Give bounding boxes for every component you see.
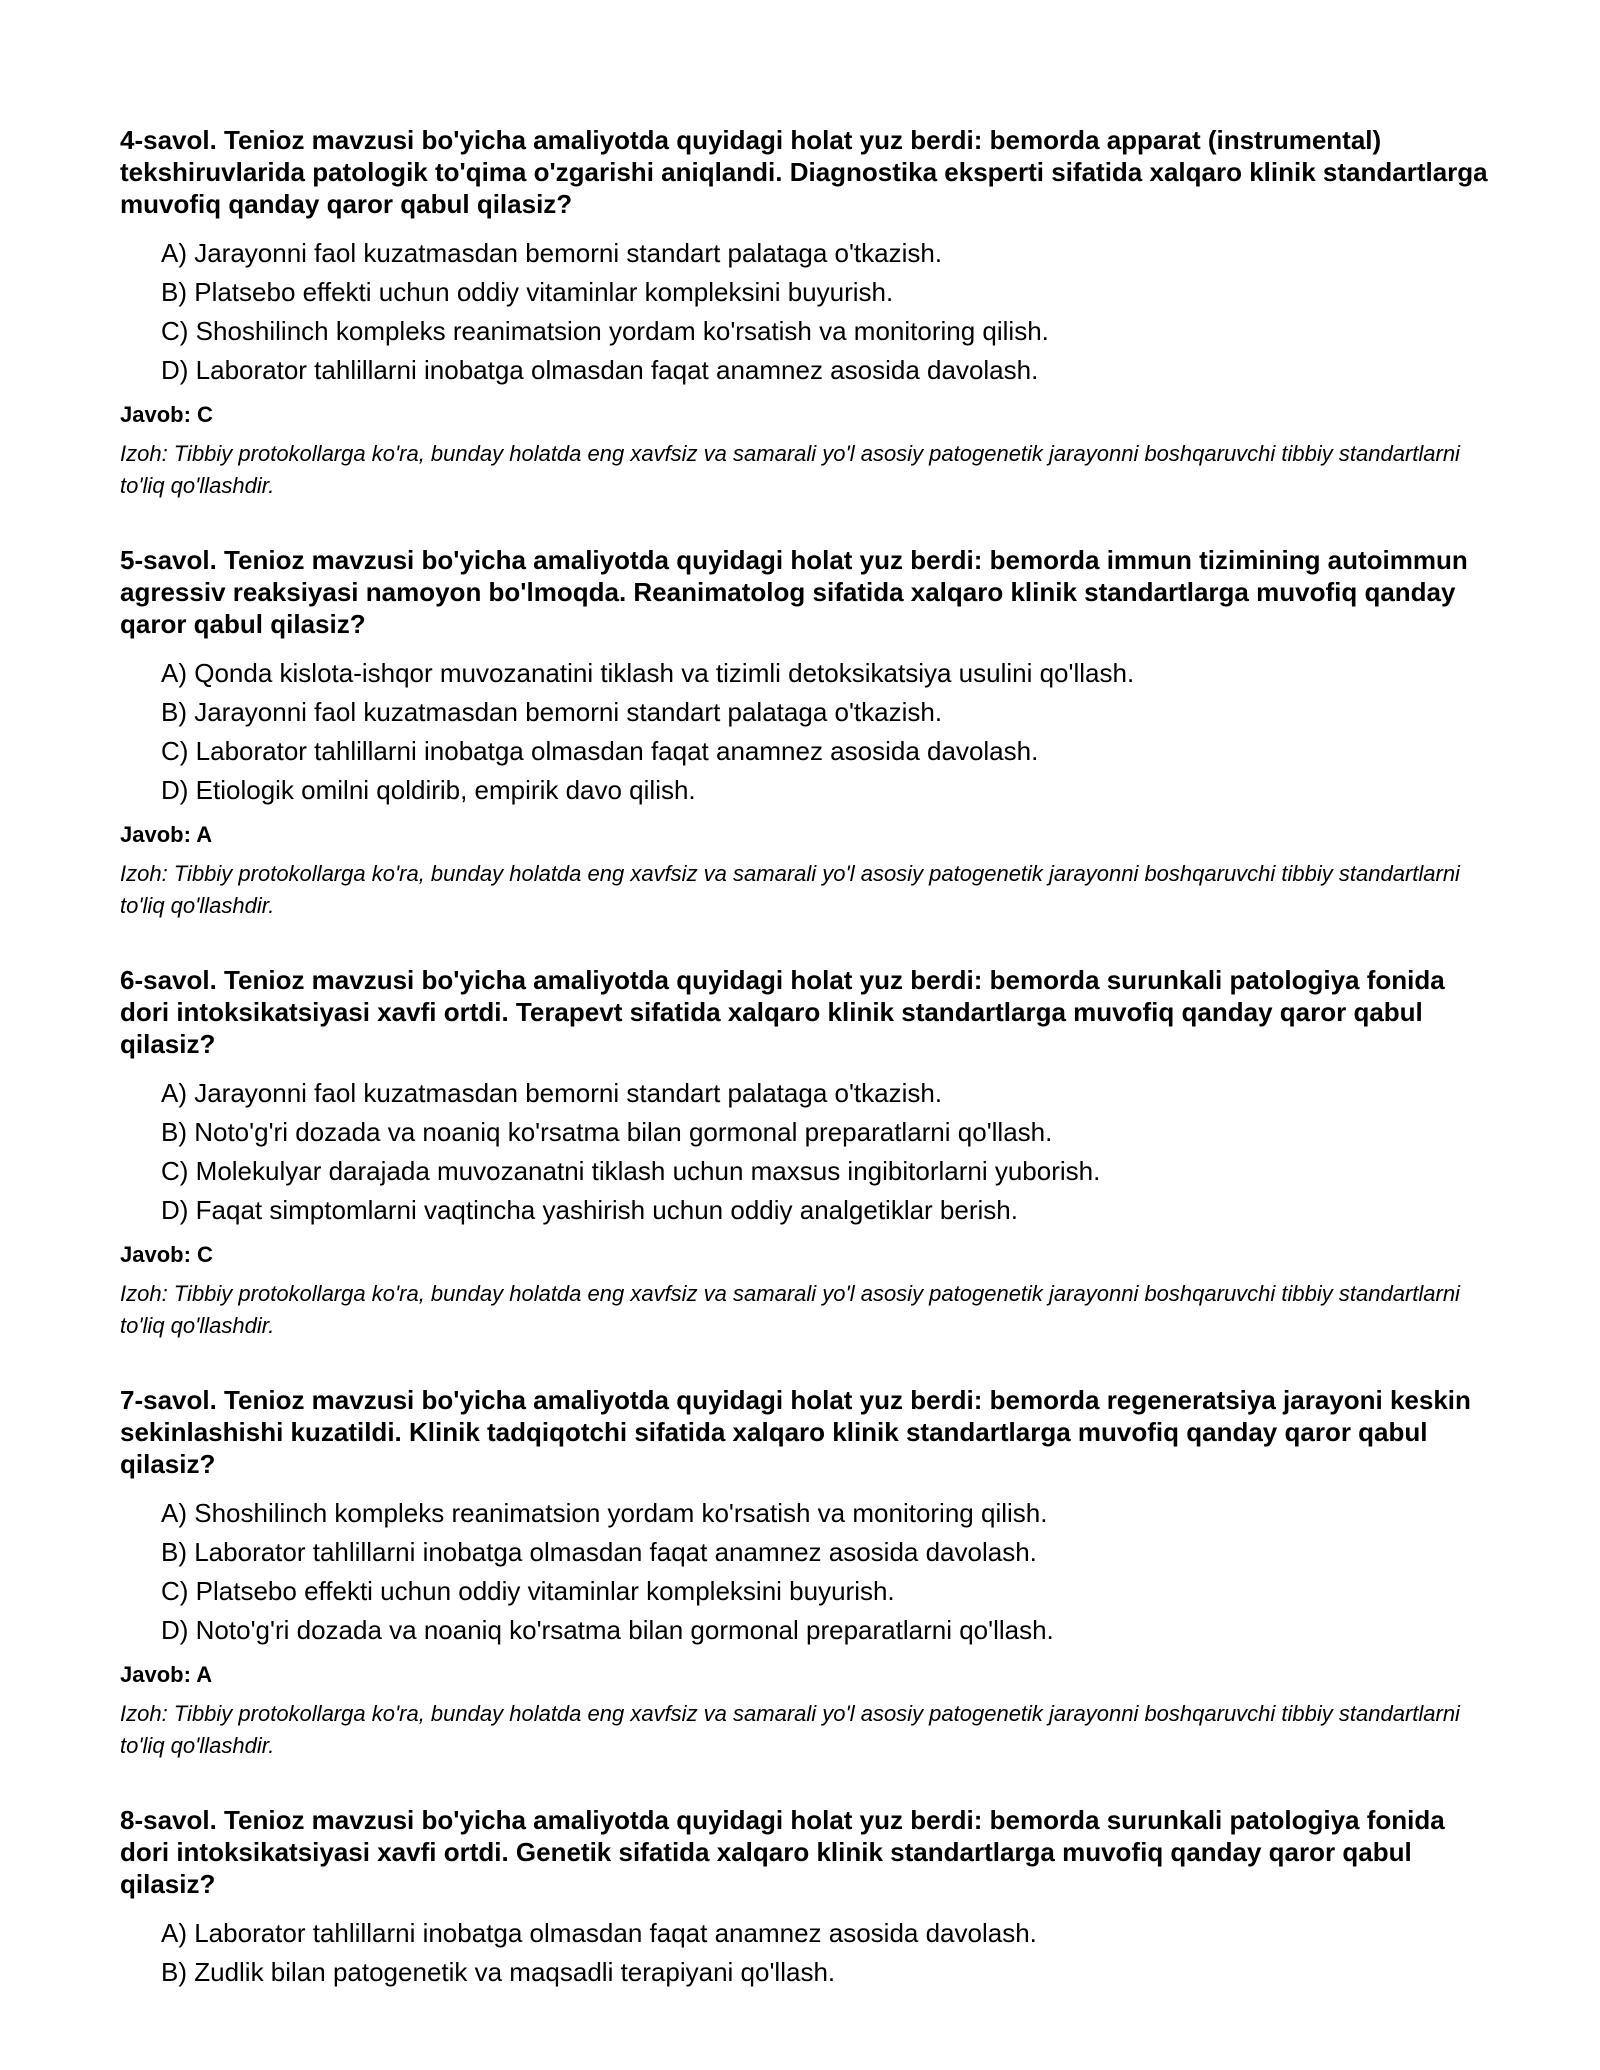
option-d: D) Etiologik omilni qoldirib, empirik davo qilish. [161,775,696,805]
option-b: B) Jarayonni faol kuzatmasdan bemorni standart palataga o'tkazish. [161,697,943,727]
option-c: C) Laborator tahlillarni inobatga olmasdan faqat anamnez asosida davolash. [161,736,1039,766]
answer-label: Javob: C [120,402,213,427]
option-a: A) Qonda kislota-ishqor muvozanatini tiklash va tizimli detoksikatsiya usulini qo'llash. [161,658,1135,688]
option-a: A) Jarayonni faol kuzatmasdan bemorni standart palataga o'tkazish. [161,1078,943,1108]
explanation-text: Izoh: Tibbiy protokollarga ko'ra, bunday holatda eng xavfsiz va samarali yo'l asosiy patogenetik jarayonni boshqaruvchi tibbiy standartlarni to'liq qo'llashdir. [120,861,1460,918]
question-block [120,1384,1500,1762]
question-text: 4-savol. Tenioz mavzusi bo'yicha amaliyotda quyidagi holat yuz berdi: bemorda apparat (instrumental) tekshiruvlarida patologik to'qima o'zgarishi aniqlandi. Diagnostika eksperti sifatida xalqaro klinik standartlarga muvofiq qanday qaror qabul qilasiz? [120,125,1488,219]
question-block [120,1804,1500,1992]
option-d: D) Laborator tahlillarni inobatga olmasdan faqat anamnez asosida davolash. [161,355,1039,385]
option-d: D) Faqat simptomlarni vaqtincha yashirish uchun oddiy analgetiklar berish. [161,1195,1018,1225]
option-list [120,654,1500,810]
option-list [120,1494,1500,1650]
question-text: 7-savol. Tenioz mavzusi bo'yicha amaliyotda quyidagi holat yuz berdi: bemorda regeneratsiya jarayoni keskin sekinlashishi kuzatildi. Klinik tadqiqotchi sifatida xalqaro klinik standartlarga muvofiq qanday qaror qabul qilasiz? [120,1385,1471,1479]
explanation-text: Izoh: Tibbiy protokollarga ko'ra, bunday holatda eng xavfsiz va samarali yo'l asosiy patogenetik jarayonni boshqaruvchi tibbiy standartlarni to'liq qo'llashdir. [120,441,1460,498]
question-block [120,964,1500,1342]
option-b: B) Platsebo effekti uchun oddiy vitaminlar kompleksini buyurish. [161,277,894,307]
question-block [120,124,1500,502]
question-block [120,544,1500,922]
option-c: C) Molekulyar darajada muvozanatni tiklash uchun maxsus ingibitorlarni yuborish. [161,1156,1101,1186]
option-a: A) Shoshilinch kompleks reanimatsion yordam ko'rsatish va monitoring qilish. [161,1498,1048,1528]
question-text: 8-savol. Tenioz mavzusi bo'yicha amaliyotda quyidagi holat yuz berdi: bemorda surunkali patologiya fonida dori intoksikatsiyasi xavfi ortdi. Genetik sifatida xalqaro klinik standartlarga muvofiq qanday qaror qabul qilasiz? [120,1805,1445,1899]
option-b: B) Noto'g'ri dozada va noaniq ko'rsatma bilan gormonal preparatlarni qo'llash. [161,1117,1053,1147]
option-list [120,1074,1500,1230]
option-list [120,1914,1500,1992]
option-b: B) Laborator tahlillarni inobatga olmasdan faqat anamnez asosida davolash. [161,1537,1037,1567]
answer-label: Javob: A [120,1662,213,1687]
explanation-text: Izoh: Tibbiy protokollarga ko'ra, bunday holatda eng xavfsiz va samarali yo'l asosiy patogenetik jarayonni boshqaruvchi tibbiy standartlarni to'liq qo'llashdir. [120,1701,1460,1758]
option-list [120,234,1500,390]
explanation-text: Izoh: Tibbiy protokollarga ko'ra, bunday holatda eng xavfsiz va samarali yo'l asosiy patogenetik jarayonni boshqaruvchi tibbiy standartlarni to'liq qo'llashdir. [120,1281,1460,1338]
option-b: B) Zudlik bilan patogenetik va maqsadli terapiyani qo'llash. [161,1957,836,1987]
option-d: D) Noto'g'ri dozada va noaniq ko'rsatma bilan gormonal preparatlarni qo'llash. [161,1615,1054,1645]
document-page [120,124,1500,2034]
option-c: C) Shoshilinch kompleks reanimatsion yordam ko'rsatish va monitoring qilish. [161,316,1049,346]
option-a: A) Laborator tahlillarni inobatga olmasdan faqat anamnez asosida davolash. [161,1918,1037,1948]
answer-label: Javob: A [120,822,213,847]
question-text: 5-savol. Tenioz mavzusi bo'yicha amaliyotda quyidagi holat yuz berdi: bemorda immun tizimining autoimmun agressiv reaksiyasi namoyon bo'lmoqda. Reanimatolog sifatida xalqaro klinik standartlarga muvofiq qanday qaror qabul qilasiz? [120,545,1468,639]
option-c: C) Platsebo effekti uchun oddiy vitaminlar kompleksini buyurish. [161,1576,895,1606]
option-a: A) Jarayonni faol kuzatmasdan bemorni standart palataga o'tkazish. [161,238,943,268]
question-text: 6-savol. Tenioz mavzusi bo'yicha amaliyotda quyidagi holat yuz berdi: bemorda surunkali patologiya fonida dori intoksikatsiyasi xavfi ortdi. Terapevt sifatida xalqaro klinik standartlarga muvofiq qanday qaror qabul qilasiz? [120,965,1445,1059]
answer-label: Javob: C [120,1242,213,1267]
